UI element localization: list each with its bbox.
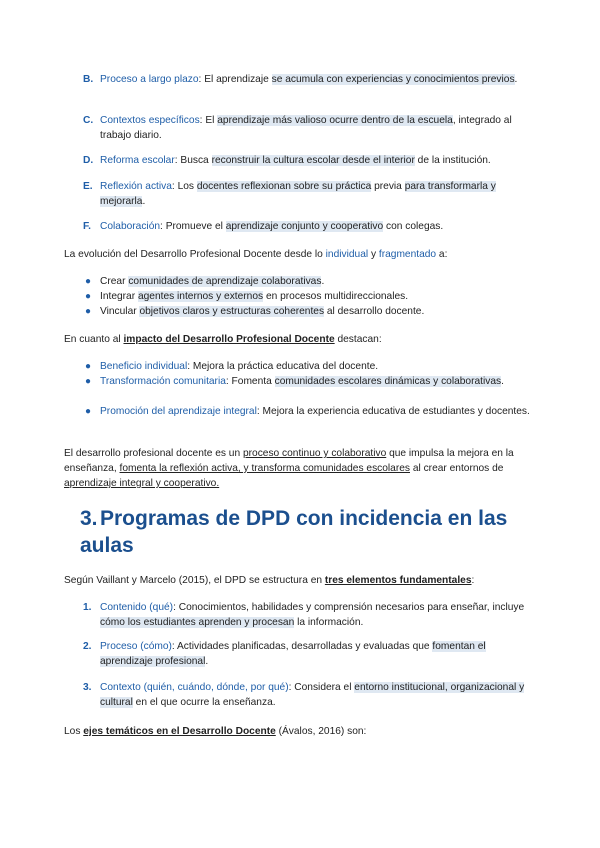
para-text: y [368,249,379,260]
highlight: agentes internos y externos [137,291,264,302]
item-text: : Considera el [288,682,355,693]
highlight: docentes reflexionan sobre su práctica [196,181,372,192]
item-text: previa [371,181,405,192]
highlight: comunidades escolares dinámicas y colaborativas [274,376,502,387]
list-item [100,289,540,304]
item-text: la información. [294,617,364,629]
para-text: (Ávalos, 2016) son: [275,726,367,737]
list-item [100,113,540,144]
list-item [100,639,540,670]
list-marker: F. [83,221,91,232]
item-text: Integrar [100,291,138,302]
item-text: : Fomenta [225,376,275,387]
underlined-text: aprendizaje integral y cooperativo. [64,478,220,489]
item-text: de la institución. [414,155,491,166]
underlined-text: proceso continuo y colaborativo [242,448,387,459]
list-marker: 3. [83,682,92,693]
highlight: aprendizaje conjunto y cooperativo [225,221,384,232]
item-text: : Mejora la experiencia educativa de estudiantes y docentes. [256,406,530,417]
underlined-text: tres elementos fundamentales [324,575,472,586]
highlight: reconstruir la cultura escolar desde el interior [211,155,415,166]
item-text: . [142,196,146,208]
para-text: El desarrollo profesional docente es un [64,448,243,459]
list-marker: 2. [83,641,92,652]
item-text: . [501,376,504,387]
highlight: cómo los estudiantes aprenden y procesan [100,617,295,629]
item-label: Beneficio individual [100,361,188,372]
item-label: Promoción del aprendizaje integral [100,406,257,417]
list-item [100,219,540,234]
underlined-text: impacto del Desarrollo Profesional Docente [123,334,335,345]
para-text: La evolución del Desarrollo Profesional Docente desde lo [64,249,326,260]
highlight: comunidades de aprendizaje colaborativas [128,276,322,287]
highlight: objetivos claros y estructuras coherentes [139,306,325,317]
underlined-text: fomenta la reflexión activa, y transforma comunidades escolares [119,463,410,474]
item-label: Transformación comunitaria [100,376,226,387]
section-heading [80,505,550,559]
list-item [100,359,540,374]
para-text: Los [64,726,84,737]
list-item [100,274,540,289]
item-text: : El aprendizaje [198,74,272,85]
highlight: aprendizaje más valioso ocurre dentro de la escuela [217,115,453,126]
highlight: entorno institucional, organizacional y cultural [100,682,525,709]
bullet-icon: ● [85,306,92,317]
item-text: Vincular [100,306,140,317]
list-marker: D. [83,155,94,166]
section-number: 3. [80,507,98,530]
bullet-icon: ● [85,406,92,417]
list-marker: 1. [83,602,92,613]
item-text: : Actividades planificadas, desarrolladas y evaluadas que [171,641,433,652]
item-label: Colaboración [100,221,161,232]
bullet-icon: ● [85,276,92,287]
item-label: Contextos específicos [100,115,200,126]
list-item [100,374,540,389]
item-text: . [514,74,518,85]
highlight: fomentan el aprendizaje profesional [100,641,486,668]
list-item [100,304,540,319]
vaillant-paragraph [64,573,540,588]
item-text: Crear [100,276,129,287]
highlight: para transformarla y mejorarla [100,181,496,208]
bullet-icon: ● [85,291,92,302]
section-title: Programas de DPD con incidencia en las aulas [80,507,508,557]
summary-paragraph [64,446,540,491]
para-text: destacan: [334,334,382,345]
item-text: : Busca [174,155,212,166]
para-text: Según Vaillant y Marcelo (2015), el DPD se estructura en [64,575,325,586]
list-item [100,153,540,168]
item-label: Proceso a largo plazo [100,74,199,85]
underlined-text: ejes temáticos en el Desarrollo Docente [83,726,276,737]
list-item [100,72,540,87]
item-label: Reflexión activa [100,181,172,192]
list-marker: E. [83,181,93,192]
ejes-paragraph [64,724,540,739]
para-text: a: [436,249,448,260]
item-text: : Mejora la práctica educativa del docente. [187,361,379,372]
emphasis: individual [325,249,369,260]
emphasis: fragmentado [378,249,437,260]
list-item [100,404,540,419]
impact-paragraph [64,332,540,347]
list-item [100,600,540,631]
para-text: al crear entornos de [410,463,504,474]
item-text: : Conocimientos, habilidades y comprensión necesarios para enseñar, incluye [173,602,525,613]
item-text: con colegas. [383,221,444,232]
item-text: : Promueve el [160,221,226,232]
bullet-icon: ● [85,376,92,387]
para-text: : [471,575,475,586]
evolution-paragraph [64,247,540,262]
highlight: se acumula con experiencias y conocimientos previos [271,74,515,85]
item-text: en el que ocurre la enseñanza. [132,697,276,709]
bullet-icon: ● [85,361,92,372]
item-label: Contenido (qué) [100,602,174,613]
list-marker: B. [83,74,94,85]
item-text: : Los [171,181,197,192]
item-text: al desarrollo docente. [324,306,425,317]
item-text: . [205,656,209,668]
list-marker: C. [83,115,94,126]
item-label: Contexto (quién, cuándo, dónde, por qué) [100,682,289,693]
item-label: Proceso (cómo) [100,641,172,652]
item-text: , integrado al trabajo diario. [100,115,512,142]
para-text: En cuanto al [64,334,124,345]
item-text: en procesos multidireccionales. [263,291,409,302]
item-text: . [321,276,325,287]
item-label: Reforma escolar [100,155,175,166]
item-text: : El [199,115,218,126]
para-text: que impulsa la mejora en la enseñanza, [64,448,514,474]
list-item [100,179,540,210]
list-item [100,680,540,711]
